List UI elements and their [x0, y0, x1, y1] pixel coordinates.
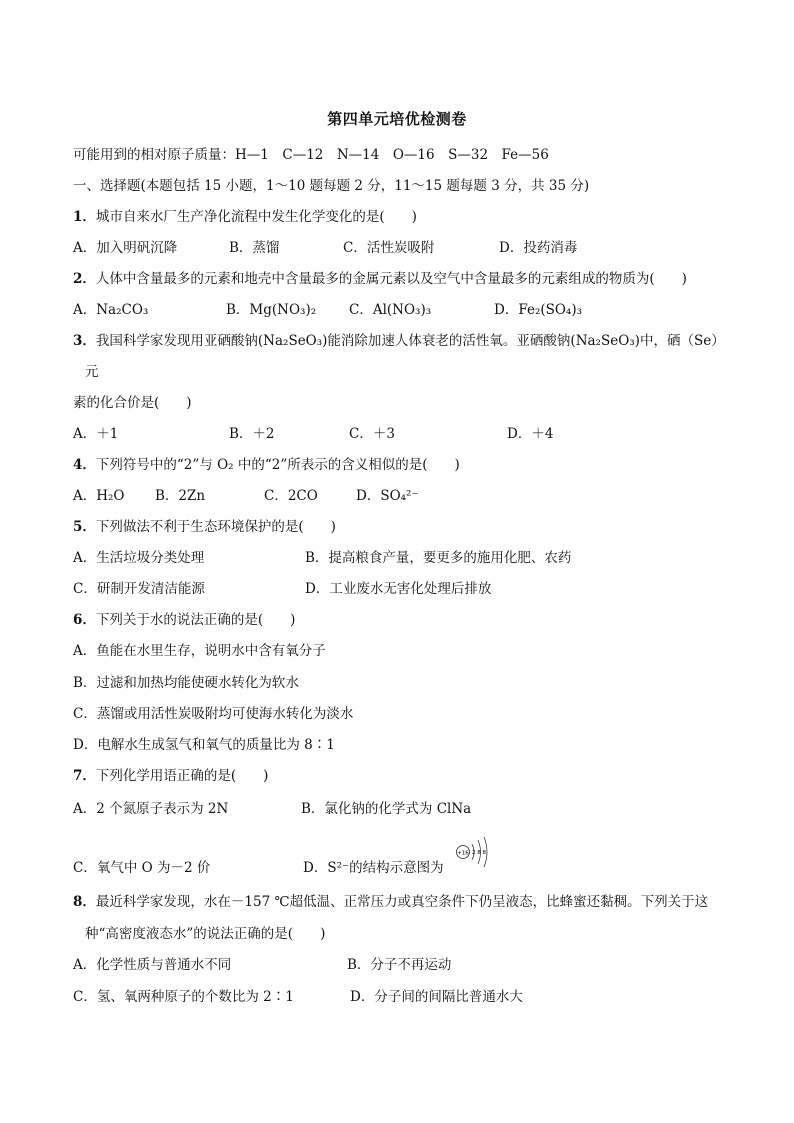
q5-option-c: C．研制开发清洁能源	[73, 581, 205, 597]
question-text: 我国科学家发现用亚硒酸钠(Na₂SeO₃)能消除加速人体衰老的活性氧。亚硒酸钠(Na₂SeO₃)中，硒（Se）	[95, 333, 725, 349]
page-title: 第四单元培优检测卷	[327, 110, 467, 128]
q3-option-b: B．＋2	[229, 426, 275, 442]
question-number: 4．	[73, 457, 96, 473]
question-number: 2．	[73, 271, 96, 287]
question-text: 下列做法不利于生态环境保护的是( )	[95, 519, 336, 535]
q4-option-d: D．SO₄²⁻	[356, 488, 419, 504]
atomic-masses: 可能用到的相对原子质量：H—1 C—12 N—14 O—16 S—32 Fe—56	[73, 147, 549, 163]
question-6	[73, 611, 295, 629]
q5-option-b: B．提高粮食产量，要更多的施用化肥、农药	[305, 550, 572, 566]
q8-option-a: A．化学性质与普通水不同	[73, 957, 232, 973]
q7-option-b: B．氯化钠的化学式为 ClNa	[301, 801, 472, 817]
nucleus-label: +16	[457, 850, 469, 857]
q7-option-c: C．氧气中 O 为－2 价	[73, 860, 211, 876]
q1-option-d: D．投药消毒	[499, 240, 578, 256]
question-text: 人体中含量最多的元素和地壳中含量最多的金属元素以及空气中含量最多的元素组成的物质为( )	[95, 271, 687, 287]
question-8-continued: 种“高密度液态水”的说法正确的是( )	[85, 926, 326, 942]
question-text: 下列化学用语正确的是( )	[95, 768, 269, 784]
question-1	[73, 208, 417, 226]
q8-option-c: C．氢、氧两种原子的个数比为 2∶1	[73, 989, 294, 1005]
q3-option-c: C．＋3	[349, 426, 395, 442]
question-3-continued: 元	[85, 364, 99, 380]
q5-option-a: A．生活垃圾分类处理	[73, 550, 205, 566]
section-heading: 一、选择题(本题包括 15 小题，1～10 题每题 2 分，11～15 题每题 3 分，共 35 分)	[73, 178, 590, 194]
q6-option-a: A．鱼能在水里生存，说明水中含有氧分子	[73, 643, 326, 659]
q3-option-a: A．＋1	[73, 426, 119, 442]
q2-option-a: A．Na₂CO₃	[73, 302, 149, 318]
electron-counts: 2 8 8	[472, 850, 486, 856]
q4-option-b: B．2Zn	[155, 488, 206, 504]
question-3	[73, 332, 725, 350]
sulfide-ion-structure-diagram	[455, 832, 495, 872]
q2-option-b: B．Mg(NO₃)₂	[226, 302, 317, 318]
question-text: 城市自来水厂生产净化流程中发生化学变化的是( )	[95, 209, 417, 225]
question-5	[73, 518, 336, 536]
question-text: 最近科学家发现，水在－157 ℃超低温、正常压力或真空条件下仍呈液态，比蜂蜜还黏稠。下列关于这	[95, 894, 709, 910]
question-3-continued-2: 素的化合价是( )	[73, 395, 192, 411]
q4-option-a: A．H₂O	[73, 488, 125, 504]
q2-option-d: D．Fe₂(SO₄)₃	[494, 302, 583, 318]
question-number: 6．	[73, 612, 96, 628]
question-text: 下列关于水的说法正确的是( )	[95, 612, 296, 628]
q1-option-a: A．加入明矾沉降	[73, 240, 178, 256]
question-number: 8．	[73, 894, 96, 910]
question-number: 5．	[73, 519, 96, 535]
q7-option-d: D．S²⁻的结构示意图为	[303, 860, 444, 876]
question-text: 下列符号中的“2”与 O₂ 中的“2”所表示的含义相似的是( )	[95, 457, 460, 473]
q8-option-b: B．分子不再运动	[347, 957, 452, 973]
q8-option-d: D．分子间的间隔比普通水大	[350, 989, 523, 1005]
question-number: 3．	[73, 333, 96, 349]
question-8	[73, 893, 708, 911]
question-number: 7．	[73, 768, 96, 784]
question-number: 1．	[73, 209, 96, 225]
q2-option-c: C．Al(NO₃)₃	[349, 302, 432, 318]
question-7	[73, 767, 268, 785]
q1-option-c: C．活性炭吸附	[343, 240, 435, 256]
question-4	[73, 456, 460, 474]
q6-option-d: D．电解水生成氢气和氧气的质量比为 8∶1	[73, 737, 335, 753]
q3-option-d: D．＋4	[507, 426, 554, 442]
q1-option-b: B．蒸馏	[229, 240, 280, 256]
q6-option-c: C．蒸馏或用活性炭吸附均可使海水转化为淡水	[73, 706, 354, 722]
q4-option-c: C．2CO	[264, 488, 318, 504]
question-2	[73, 270, 687, 288]
q6-option-b: B．过滤和加热均能使硬水转化为软水	[73, 675, 299, 691]
q5-option-d: D．工业废水无害化处理后排放	[305, 581, 492, 597]
q7-option-a: A．2 个氮原子表示为 2N	[73, 801, 229, 817]
